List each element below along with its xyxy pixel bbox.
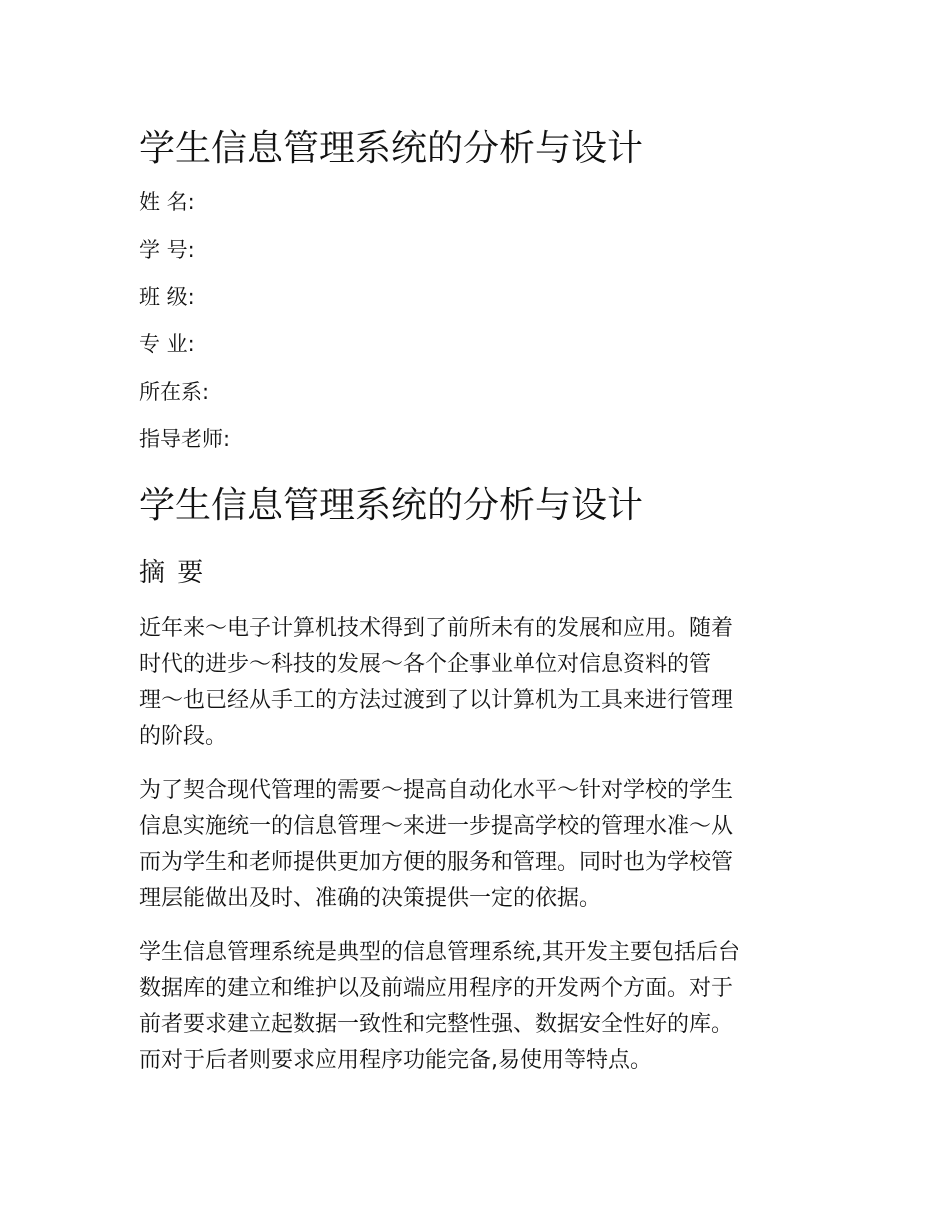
paragraph-line: 近年来～电子计算机技术得到了前所未有的发展和应用。随着 [139,616,734,641]
abstract-paragraph-2 [139,773,809,917]
paragraph-line: 而为学生和老师提供更加方便的服务和管理。同时也为学校管 [139,850,734,875]
paragraph-line: 信息实施统一的信息管理～来进一步提高学校的管理水准～从 [139,814,734,839]
paragraph-line: 理～也已经从手工的方法过渡到了以计算机为工具来进行管理 [139,688,734,713]
field-class-label: 班 级: [139,285,195,309]
paragraph-line: 前者要求建立起数据一致性和完整性强、数据安全性好的库。 [139,1012,734,1037]
paragraph-line: 时代的进步～科技的发展～各个企事业单位对信息资料的管 [139,652,712,677]
field-advisor-label: 指导老师: [139,427,231,451]
abstract-paragraph-1 [139,611,809,755]
paragraph-line: 理层能做出及时、准确的决策提供一定的依据。 [139,886,602,911]
paragraph-line: 的阶段。 [139,724,228,749]
abstract-heading: 摘 要 [139,558,206,588]
field-major-label: 专 业: [139,332,195,356]
paragraph-line: 为了契合现代管理的需要～提高自动化水平～针对学校的学生 [139,778,734,803]
paragraph-line: 学生信息管理系统是典型的信息管理系统,其开发主要包括后台 [139,940,740,965]
cover-title: 学生信息管理系统的分析与设计 [139,128,644,169]
paragraph-line: 数据库的建立和维护以及前端应用程序的开发两个方面。对于 [139,976,734,1001]
paragraph-line: 而对于后者则要求应用程序功能完备,易使用等特点。 [139,1048,652,1073]
body-title: 学生信息管理系统的分析与设计 [139,485,644,526]
abstract-paragraph-3 [139,935,809,1079]
field-name-label: 姓 名: [139,190,195,214]
field-student-id-label: 学 号: [139,238,195,262]
field-department-label: 所在系: [139,380,210,404]
